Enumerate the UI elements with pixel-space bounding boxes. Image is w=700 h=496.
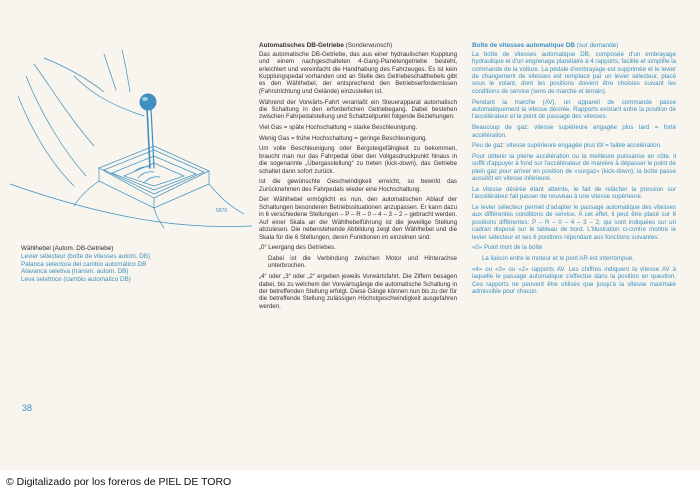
french-paragraph: La boîte de vitesses automatique DB, composée d'un embrayage hydraulique et d'un engrenage planétaire à 4 rapports, facilite et simplifie la commande de la voiture. La pédale d'embrayage est supprimée et le levier de changement de vitesses est remplacé par un levier sélecteur, placé sous le volant, dont les positions doivent être choisies suivant les conditions de service (sens de marche et terrain). — [472, 50, 676, 95]
french-paragraph: Le levier sélecteur permet d'adapter le passage automatique des vitesses aux différentes conditions de service. A cet effet, il peut être placé sur 6 positions différentes: P – R – 0 – 4 – 3 – 2, qui sont indiquées sur un cadran disposé sur le tableau de bord. L'illustration ci-contre montre le levier sélecteur et ses 6 positions répondant aux fonctions suivantes: — [472, 203, 676, 241]
shift-knob — [140, 94, 157, 111]
french-paragraph: «0» Point mort de la boîte — [472, 244, 543, 252]
german-paragraph: Um volle Beschleunigung oder Bergsteigefähigkeit zu bekommen, braucht man nur das Fahrpedal über den Vollgasdruckpunkt hinaus in die sogenannte „Übergasstellung“ zu treten (kick-down), das Getriebe schaltet dann sofort zurück. — [259, 145, 457, 175]
caption-translations — [21, 253, 261, 284]
footer-text: © Digitalizado por los foreros de PIEL DE TORO — [6, 476, 232, 488]
scan-credit-footer — [0, 470, 700, 496]
french-paragraph: Pendant la marche (AV), un appareil de commande passe automatiquement la vitesse désirée. Rapports existant entre la position de l'accélérateur et le point de passage des vitesses: — [472, 98, 676, 121]
french-title-extra: (sur demande) — [576, 42, 619, 49]
french-paragraph: Peu de gaz: vitesse supérieure engagée plus tôt = faible accélération. — [472, 142, 662, 150]
german-paragraph: „0“ Leergang des Getriebes. — [259, 244, 336, 252]
german-title: Automatisches DB-Getriebe — [259, 42, 344, 49]
french-title: Boîte de vitesses automatique DB — [472, 42, 575, 49]
german-paragraph: Wenig Gas = frühe Hochschaltung = geringe Beschleunigung. — [259, 134, 428, 142]
french-heading — [472, 42, 676, 50]
illustration-linework — [10, 50, 252, 228]
caption-line: Levier sélecteur (boîte de vitesses autom. DB) — [21, 253, 151, 260]
german-paragraph: „4“ oder „3“ oder „2“ ergeben jeweils Vorwärtsfahrt. Die Ziffern besagen dabei, bis zu welchem der Vorwärtsgänge die automatische Schaltung in der betreffenden Stellung erfolgt. Diese Gänge können nun bis zu der für die betreffende Stellung zulässigen Höchstgeschwindigkeit ausgefahren werden. — [259, 273, 457, 310]
page-number: 38 — [22, 403, 33, 413]
german-paragraph: Während der Vorwärts-Fahrt veranlaßt ein Steuerapparat automatisch die Schaltung in den erforderlichen Getriebegang. Dabei bestehen zwischen Fahrpedalstellung und Schaltzeitpunkt folgende Beziehungen: — [259, 98, 457, 121]
french-paragraph: Beaucoup de gaz: vitesse supérieure engagée plus tard = forte accélération. — [472, 124, 676, 139]
caption-line: Alavanca seletiva (transm. autom. DB) — [21, 268, 129, 276]
french-paragraph: La vitesse désirée étant atteinte, le fait de relâcher la pression sur l'accélérateur fait passer de nouveau à une vitesse supérieure. — [472, 185, 676, 201]
german-column — [259, 42, 457, 314]
caption-line: Palanca selectora del cambio automático DB — [21, 260, 147, 268]
german-paragraph: Der Wählhebel ermöglicht es nun, den automatischen Ablauf der Schaltungen besonderen Betriebssituationen anzupassen. Er kann dazu in 6 verschiedene Stellungen – P – R – 0 – 4 – 3 – 2 – gebracht werden. Auf einer Skala an der Wählhebelführung ist die jeweilige Stellung abzulesen. Die nebenstehende Abbildung zeigt den Wählhebel und die Skala für die 6 Stellungen, deren Funktionen im einzelnen sind: — [259, 196, 457, 241]
german-title-extra: (Sonderwunsch) — [345, 42, 393, 49]
illustration-code: 5876 — [216, 208, 228, 214]
german-paragraph: Das automatische DB-Getriebe, das aus einer hydraulischen Kupplung und einem nachgeschalteten 4-Gang-Planetengetriebe besteht, erleichtert und vereinfacht die Handhabung des Fahrzeuges. Es ist kein Kupplungspedal vorhanden und an Stelle des Getriebeschalthebels gibt es den Wählhebel, der entsprechend den Betriebserfordernissen (Fahrstrichtung und Gelände) einzustellen ist. — [259, 50, 457, 95]
french-column — [472, 42, 676, 299]
german-paragraph: Ist die gewünschte Geschwindigkeit erreicht, so bewirkt das Zurücknehmen des Fahrpedals wieder eine Hochschaltung. — [259, 178, 457, 193]
german-paragraph: Dabei ist die Verbindung zwischen Motor und Hinterachse unterbrochen. — [268, 254, 457, 270]
caption-german: Wählhebel (Autom. DB-Getriebe) — [21, 245, 114, 252]
gear-selector-illustration — [4, 36, 256, 241]
french-paragraph: «4» ou «3» ou «2» rapports AV. Les chiffres indiquent la vitesse AV à laquelle le passage automatique s'effectue dans la position en question. Ces rapports ne peuvent être utilisés que jusqu'à la vitesse maximale admissible pour chacun. — [472, 265, 676, 295]
caption-line: Leva selettrice (cambio automatico DB) — [21, 276, 131, 284]
french-paragraph: La liaison entre le moteur et le pont AR est interrompue. — [482, 254, 634, 262]
french-paragraph: Pour obtenir la pleine accélération ou la meilleure puissance en côte, il suffit d'appuyer à fond sur l'accélérateur de manière à dépasser le point de plein gaz pour arriver en position de «surgaz» (kick-down); la boîte passe aussitôt en vitesse inférieure. — [472, 152, 676, 183]
german-paragraph: Viel Gas = späte Hochschaltung = starke Beschleunigung. — [259, 124, 418, 132]
german-heading — [259, 42, 457, 50]
